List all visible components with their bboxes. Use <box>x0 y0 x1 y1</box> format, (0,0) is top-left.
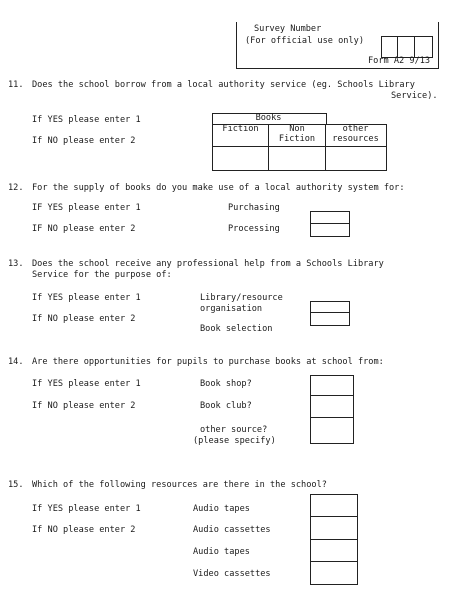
survey-number-divider <box>397 36 398 58</box>
audio-tapes-answer-box[interactable] <box>310 494 358 517</box>
survey-number-input[interactable] <box>381 36 433 58</box>
question-number: 12. <box>8 183 24 193</box>
question-text: Which of the following resources are there in the school? <box>32 480 327 490</box>
book-selection-answer-box[interactable] <box>310 312 350 326</box>
option-video-cassettes: Video cassettes <box>193 569 271 579</box>
other-resources-answer-cell[interactable] <box>326 147 384 168</box>
option-audio-tapes: Audio tapes <box>193 504 250 514</box>
no-instruction: If NO please enter 2 <box>32 314 136 324</box>
question-text: For the supply of books do you make use of a local authority system for: <box>32 183 405 193</box>
fiction-answer-cell[interactable] <box>213 147 267 168</box>
question-number: 14. <box>8 357 24 367</box>
yes-instruction: If YES please enter 1 <box>32 504 141 514</box>
official-use-label: (For official use only) <box>245 36 364 46</box>
option-purchasing: Purchasing <box>228 203 280 213</box>
question-number: 13. <box>8 259 24 269</box>
book-shop-answer-box[interactable] <box>310 375 354 396</box>
option-library-resource: organisation <box>200 304 263 314</box>
yes-instruction: IF YES please enter 1 <box>32 203 141 213</box>
question-number: 11. <box>8 80 24 90</box>
option-processing: Processing <box>228 224 280 234</box>
option-other-source: (please specify) <box>193 436 276 446</box>
video-cassettes-answer-box[interactable] <box>310 561 358 585</box>
nonfiction-answer-cell[interactable] <box>269 147 324 168</box>
other-source-answer-box[interactable] <box>310 417 354 444</box>
yes-instruction: If YES please enter 1 <box>32 115 141 125</box>
option-audio-tapes-2: Audio tapes <box>193 547 250 557</box>
option-other-source: other source? <box>200 425 268 435</box>
form-reference: Form A2 9/13 <box>368 56 431 66</box>
no-instruction: IF NO please enter 2 <box>32 224 136 234</box>
option-book-shop: Book shop? <box>200 379 252 389</box>
audio-cassettes-answer-box[interactable] <box>310 516 358 540</box>
other-resources-column-header: resources <box>332 134 379 144</box>
option-audio-cassettes: Audio cassettes <box>193 525 271 535</box>
nonfiction-column-header: Non <box>289 124 305 134</box>
processing-answer-box[interactable] <box>310 223 350 237</box>
yes-instruction: If YES please enter 1 <box>32 379 141 389</box>
books-header: Books <box>255 113 282 123</box>
question-text: Are there opportunities for pupils to purchase books at school from: <box>32 357 384 367</box>
fiction-column-header: Fiction <box>222 124 259 134</box>
question-number: 15. <box>8 480 24 490</box>
no-instruction: If NO please enter 2 <box>32 136 136 146</box>
question-text: Service for the purpose of: <box>32 270 172 280</box>
no-instruction: If NO please enter 2 <box>32 401 136 411</box>
question-text: Does the school receive any professional help from a Schools Library <box>32 259 384 269</box>
option-library-resource: Library/resource <box>200 293 283 303</box>
survey-number-divider <box>414 36 415 58</box>
survey-number-label: Survey Number <box>254 24 322 34</box>
other-resources-column-header: other <box>342 124 369 134</box>
question-text: Does the school borrow from a local authority service (eg. Schools Library <box>32 80 415 90</box>
no-instruction: If NO please enter 2 <box>32 525 136 535</box>
nonfiction-column-header: Fiction <box>278 134 316 144</box>
book-club-answer-box[interactable] <box>310 395 354 418</box>
option-book-selection: Book selection <box>200 324 273 334</box>
yes-instruction: If YES please enter 1 <box>32 293 141 303</box>
audio-tapes-2-answer-box[interactable] <box>310 539 358 562</box>
question-text: Service). <box>391 91 438 101</box>
option-book-club: Book club? <box>200 401 252 411</box>
